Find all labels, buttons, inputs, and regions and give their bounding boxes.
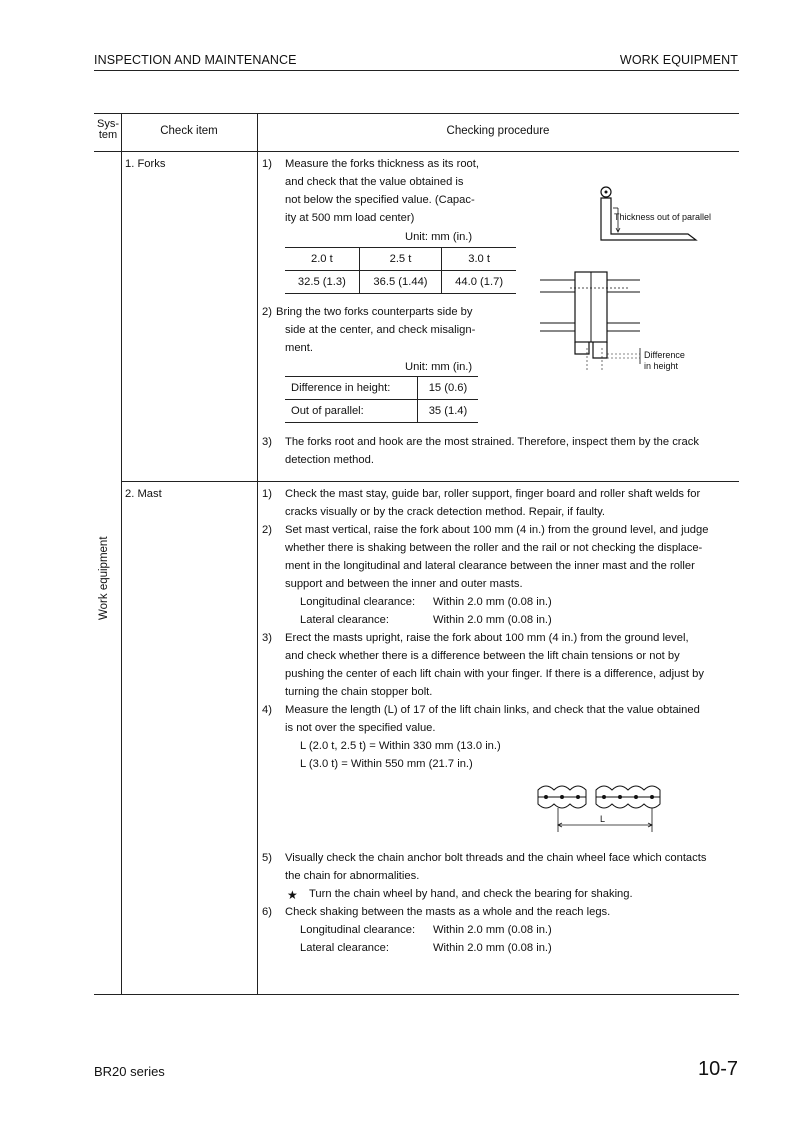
footer-series: BR20 series [94, 1064, 165, 1079]
header-section-title: INSPECTION AND MAINTENANCE [94, 53, 297, 67]
mast-lateral-label: Lateral clearance: [300, 614, 389, 626]
text-line: turning the chain stopper bolt. [285, 686, 433, 698]
check-item-forks: 1. Forks [125, 158, 166, 170]
table-row [285, 377, 478, 400]
mast-longitudinal-value: Within 2.0 mm (0.08 in.) [433, 596, 552, 608]
fork-thickness-label: Thickness out of parallel [614, 212, 712, 222]
text-line: support and between the inner and outer masts. [285, 578, 523, 590]
reach-longitudinal-value: Within 2.0 mm (0.08 in.) [433, 924, 552, 936]
header-rule [94, 70, 739, 71]
text-line: ment. [285, 342, 313, 354]
text-line: ity at 500 mm load center) [285, 212, 415, 224]
system-label: Work equipment [98, 536, 110, 620]
mast-step-5-note: Turn the chain wheel by hand, and check the bearing for shaking. [309, 888, 633, 900]
text-line: and check that the value obtained is [285, 176, 464, 188]
mast-step-4-number: 4) [262, 704, 272, 716]
column-header-check-item: Check item [160, 125, 218, 137]
forks-step-3-text [285, 433, 737, 469]
table-cell: 35 (1.4) [428, 405, 468, 417]
forks-step-2-text [276, 303, 496, 357]
text-line: Visually check the chain anchor bolt threads and the chain wheel face which contacts [285, 852, 707, 864]
table-cell: 32.5 (1.3) [285, 271, 359, 294]
mast-step-1-text [285, 485, 737, 521]
table-bottom-border [94, 994, 739, 995]
table-cell: 44.0 (1.7) [455, 276, 504, 288]
fork-misalignment-table [285, 376, 478, 423]
difference-label: Difference [644, 350, 685, 360]
mast-step-5-text [285, 849, 737, 885]
mast-step-6-number: 6) [262, 906, 272, 918]
text-line: Check the mast stay, guide bar, roller support, finger board and roller shaft welds for [285, 488, 701, 500]
table-cell: 15 (0.6) [428, 382, 468, 394]
text-line: Bring the two forks counterparts side by [276, 306, 473, 318]
mast-step-3-text [285, 629, 737, 701]
text-line: ment in the longitudinal and lateral clearance between the inner mast and the roller [285, 560, 695, 572]
text-line: Measure the forks thickness as its root, [285, 158, 479, 170]
table-header-divider [94, 151, 739, 152]
column-header-system-line1: Sys- [97, 118, 119, 130]
column-divider-system [121, 113, 122, 994]
column-header-system-line2: tem [98, 129, 118, 141]
table-cell: Out of parallel: [285, 400, 417, 423]
table-row [285, 400, 478, 423]
text-line: pushing the center of each lift chain with your finger. If there is a difference, adjust by [285, 668, 704, 680]
mast-longitudinal-label: Longitudinal clearance: [300, 596, 416, 608]
table-cell: 2.0 t [285, 248, 359, 271]
in-height-label: in height [644, 361, 679, 371]
check-item-mast: 2. Mast [125, 488, 162, 500]
text-line: side at the center, and check misalign- [285, 324, 476, 336]
text-line: The forks root and hook are the most strained. Therefore, inspect them by the crack [285, 436, 699, 448]
table-cell: Difference in height: [285, 377, 417, 400]
header-chapter-title: WORK EQUIPMENT [619, 53, 738, 67]
reach-lateral-value: Within 2.0 mm (0.08 in.) [433, 942, 552, 954]
text-line: detection method. [285, 454, 374, 466]
mast-step-2-text [285, 521, 737, 593]
forks-step-3-number: 3) [262, 436, 272, 448]
forks-step-1-number: 1) [262, 158, 272, 170]
reach-longitudinal-label: Longitudinal clearance: [300, 924, 416, 936]
lift-chain-diagram [536, 780, 666, 836]
forks-step-2-number: 2) [262, 306, 272, 318]
reach-lateral-label: Lateral clearance: [300, 942, 389, 954]
table-cell: 2.5 t [359, 248, 442, 271]
column-header-system [95, 119, 121, 141]
mast-lateral-value: Within 2.0 mm (0.08 in.) [433, 614, 552, 626]
star-icon: ★ [287, 888, 298, 902]
table-top-border [94, 113, 739, 114]
row-divider-forks-mast [121, 481, 739, 482]
table-cell: 3.0 t [468, 253, 490, 265]
mast-step-6-text [285, 903, 737, 921]
text-line: is not over the specified value. [285, 722, 436, 734]
text-line: Erect the masts upright, raise the fork about 100 mm (4 in.) from the ground level, [285, 632, 689, 644]
fork-thickness-table [285, 247, 516, 294]
table-cell: 36.5 (1.44) [359, 271, 442, 294]
chain-length-label: L [600, 814, 606, 824]
text-line: Check shaking between the masts as a whole and the reach legs. [285, 906, 611, 918]
table-row [285, 248, 516, 271]
text-line: and check whether there is a difference between the lift chain tensions or not by [285, 650, 680, 662]
chain-length-spec-1: L (2.0 t, 2.5 t) = Within 330 mm (13.0 in.) [300, 740, 501, 752]
mast-step-1-number: 1) [262, 488, 272, 500]
text-line: whether there is shaking between the roller and the rail or not checking the displace- [285, 542, 703, 554]
fork-thickness-diagram [588, 182, 738, 252]
text-line: the chain for abnormalities. [285, 870, 420, 882]
forks-step-1-unit: Unit: mm (in.) [405, 231, 473, 243]
chain-length-spec-2: L (3.0 t) = Within 550 mm (21.7 in.) [300, 758, 473, 770]
mast-step-2-number: 2) [262, 524, 272, 536]
mast-step-3-number: 3) [262, 632, 272, 644]
forks-step-2-unit: Unit: mm (in.) [405, 361, 473, 373]
column-header-procedure: Checking procedure [446, 125, 550, 137]
text-line: not below the specified value. (Capac- [285, 194, 475, 206]
text-line: Measure the length (L) of 17 of the lift chain links, and check that the value obtained [285, 704, 700, 716]
page-number: 10-7 [697, 1058, 738, 1080]
column-divider-check-item [257, 113, 258, 994]
table-row [285, 271, 516, 294]
forks-step-1-text [285, 155, 495, 227]
text-line: Set mast vertical, raise the fork about 100 mm (4 in.) from the ground level, and judge [285, 524, 709, 536]
mast-step-5-number: 5) [262, 852, 272, 864]
fork-alignment-diagram [540, 268, 740, 378]
mast-step-4-text [285, 701, 737, 737]
text-line: cracks visually or by the crack detection method. Repair, if faulty. [285, 506, 606, 518]
